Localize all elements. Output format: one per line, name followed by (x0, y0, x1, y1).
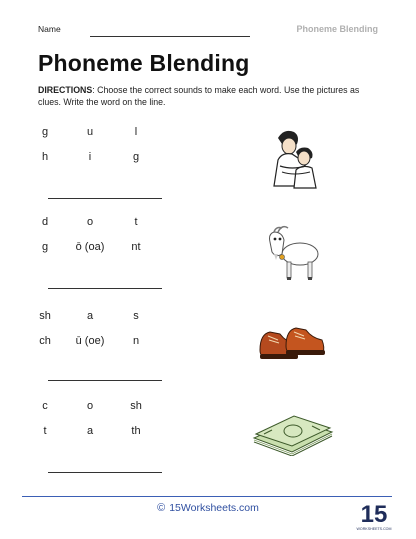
sound-option: g (41, 241, 49, 253)
header (38, 24, 378, 40)
page-title: Phoneme Blending (38, 50, 250, 76)
sound-option: i (88, 151, 92, 163)
problem-2 (38, 216, 378, 316)
footer-link[interactable]: 15Worksheets.com (169, 502, 259, 514)
directions-text: : Choose the correct sounds to make each word. Use the pictures as clues. Write the word on the line. (38, 85, 360, 107)
answer-line[interactable] (48, 198, 162, 199)
goat-image (260, 224, 324, 286)
logo-caption: WORKSHEETS.COM (356, 527, 392, 531)
copyright-symbol: © (157, 502, 166, 514)
directions (38, 84, 380, 108)
logo-number: 15 (360, 501, 388, 528)
sound-option: h (41, 151, 49, 163)
sound-option: s (133, 310, 139, 322)
footer (0, 502, 416, 514)
sound-option: a (86, 425, 94, 437)
sound-option: ō (oa) (75, 241, 105, 253)
sound-option: ū (oe) (75, 335, 105, 347)
problem-1 (38, 126, 378, 226)
footer-divider (22, 496, 392, 497)
answer-line[interactable] (48, 380, 162, 381)
name-label: Name (38, 24, 61, 34)
sound-option: l (134, 126, 138, 138)
sound-row (38, 216, 188, 230)
sound-option: ch (39, 335, 51, 347)
sound-option: sh (39, 310, 51, 322)
sound-option: c (42, 400, 48, 412)
sound-row (38, 335, 188, 349)
worksheets-logo (356, 498, 392, 534)
header-title: Phoneme Blending (296, 24, 378, 34)
answer-line[interactable] (48, 288, 162, 289)
sound-option: a (86, 310, 94, 322)
sound-option: o (86, 216, 94, 228)
sound-row (38, 126, 188, 140)
sound-row (38, 151, 188, 165)
shoes-image (256, 320, 330, 366)
name-write-line[interactable] (90, 36, 250, 37)
sound-row (38, 425, 188, 439)
sound-row (38, 310, 188, 324)
sound-option: th (131, 425, 141, 437)
sound-row (38, 400, 188, 414)
sound-option: t (134, 216, 138, 228)
problem-4 (38, 400, 378, 500)
sound-option: n (132, 335, 140, 347)
sound-option: t (43, 425, 47, 437)
sound-option: sh (130, 400, 142, 412)
sound-option: u (86, 126, 94, 138)
cash-stack-image (250, 412, 336, 456)
sound-row (38, 241, 188, 255)
sound-option: nt (131, 241, 141, 253)
answer-line[interactable] (48, 472, 162, 473)
sound-option: g (41, 126, 49, 138)
directions-label: DIRECTIONS (38, 85, 93, 95)
sound-option: g (132, 151, 140, 163)
sound-option: d (41, 216, 49, 228)
hugging-people-image (264, 126, 324, 192)
problem-3 (38, 310, 378, 410)
sound-option: o (86, 400, 94, 412)
